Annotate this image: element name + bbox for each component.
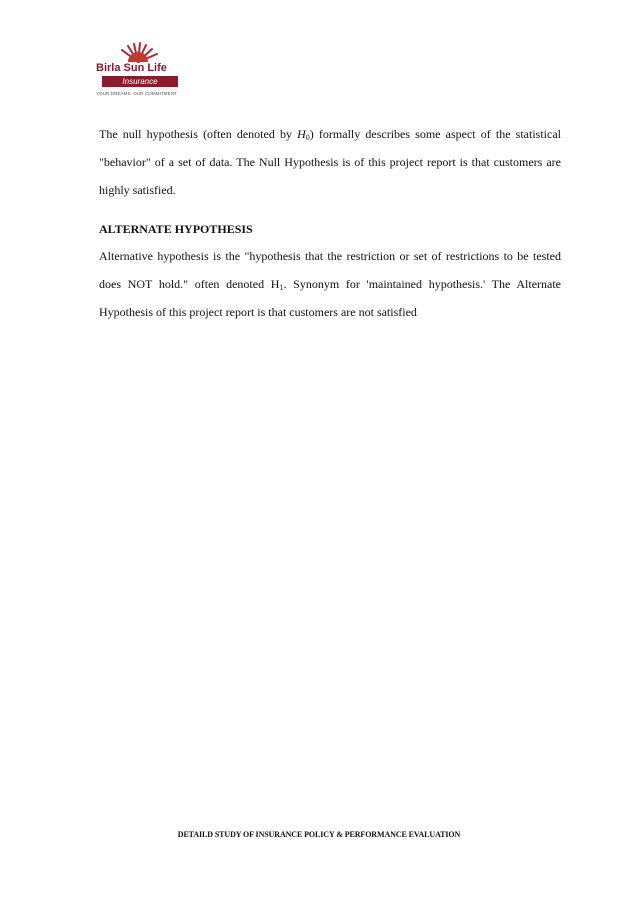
null-hypothesis-paragraph — [99, 120, 561, 204]
alternate-hypothesis-text-end: . Synonym for 'maintained hypothesis.' The Alternate Hypothesis of this project report is that customers are not satisfied — [99, 277, 561, 319]
null-hypothesis-subscript: 0 — [305, 133, 310, 142]
document-body — [99, 120, 561, 326]
null-hypothesis-text-start: The null hypothesis (often denoted by — [99, 127, 298, 141]
sun-rays-icon — [94, 40, 182, 64]
alternate-hypothesis-subscript: 1 — [279, 283, 284, 292]
company-logo — [94, 40, 182, 104]
alternate-hypothesis-heading: ALTERNATE HYPOTHESIS — [99, 222, 253, 236]
null-hypothesis-symbol: H — [297, 127, 306, 141]
logo-brand-subtitle: Insurance — [102, 76, 178, 87]
alternate-hypothesis-text-start: Alternative hypothesis is the "hypothesis that the restriction or set of restrictions to be tested does NOT hold." often denoted H — [99, 249, 561, 291]
logo-brand-name: Birla Sun Life — [96, 62, 167, 74]
alternate-hypothesis-paragraph — [99, 242, 561, 326]
null-hypothesis-text-end: ) formally describes some aspect of the statistical "behavior" of a set of data. The Null Hypothesis is of this project report is that customers are highly satisfied. — [99, 127, 562, 197]
logo-tagline: YOUR DREAMS. OUR COMMITMENT — [96, 91, 177, 96]
page-footer: DETAILD STUDY OF INSURANCE POLICY & PERFORMANCE EVALUATION — [177, 830, 461, 839]
